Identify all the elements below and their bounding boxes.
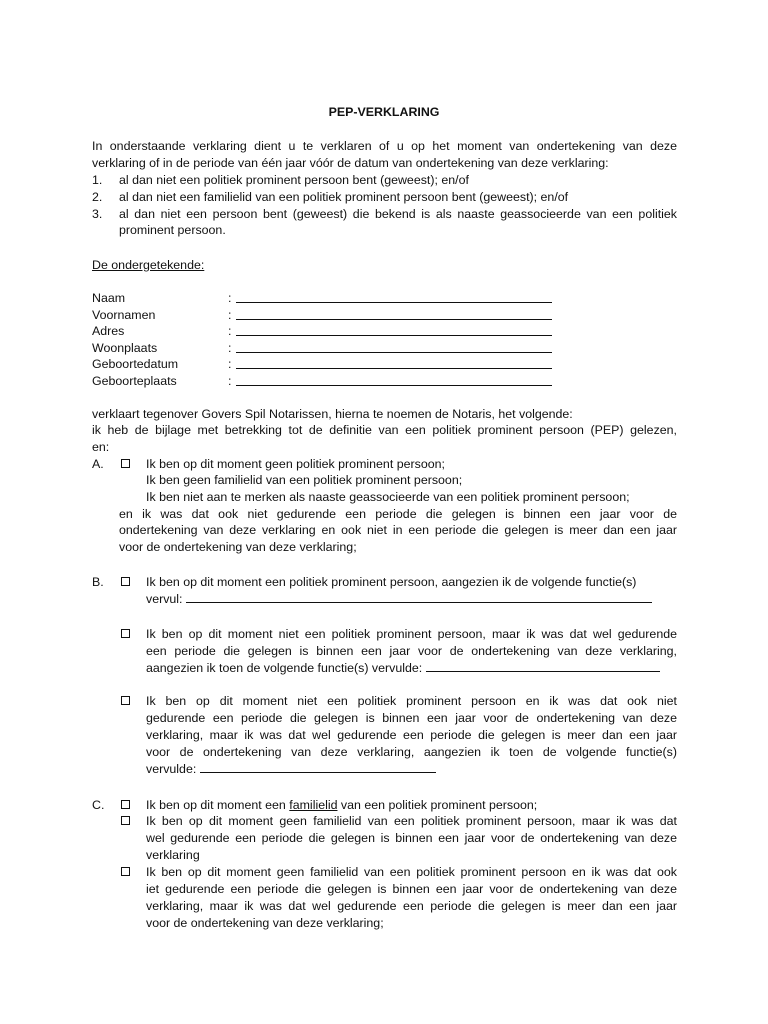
section-c2-line: Ik ben op dit moment geen familielid van een politiek prominent persoon, maar ik was dat bbox=[146, 814, 677, 828]
section-a-line: Ik ben niet aan te merken als naaste geassocieerde van een politiek prominent persoon; bbox=[146, 490, 630, 504]
section-b2-line: aangezien ik toen de volgende functie(s) vervulde: bbox=[146, 660, 660, 677]
declaration-line-1: verklaart tegenover Govers Spil Notarissen, hierna te noemen de Notaris, het volgende: bbox=[92, 407, 573, 421]
intro-item-number: 2. bbox=[92, 190, 103, 204]
section-c3-line: Ik ben op dit moment geen familielid van een politiek prominent persoon en ik was dat ook bbox=[146, 865, 677, 879]
field-colon: : bbox=[228, 324, 232, 338]
intro-item-text: al dan niet een persoon bent (geweest) die bekend is als naaste geassocieerde van een politiek bbox=[119, 207, 677, 221]
checkbox-b3[interactable] bbox=[121, 696, 130, 705]
field-colon: : bbox=[228, 291, 232, 305]
document-title: PEP-VERKLARING bbox=[328, 105, 440, 119]
intro-line-2: verklaring of in de periode van één jaar vóór de datum van ondertekening van deze verklaring: bbox=[92, 156, 609, 170]
residence-input-line[interactable] bbox=[236, 340, 552, 353]
section-c1-line: Ik ben op dit moment een familielid van een politiek prominent persoon; bbox=[146, 798, 538, 812]
checkbox-c2[interactable] bbox=[121, 816, 130, 825]
field-colon: : bbox=[228, 308, 232, 322]
section-b2-line: Ik ben op dit moment niet een politiek prominent persoon, maar ik was dat wel gedurende bbox=[146, 627, 677, 641]
declaration-line-3: en: bbox=[92, 440, 110, 454]
section-a-para: voor de ondertekening van deze verklaring; bbox=[119, 540, 357, 554]
field-label: Geboorteplaats bbox=[92, 374, 177, 388]
section-letter: B. bbox=[92, 575, 104, 589]
section-letter: C. bbox=[92, 798, 105, 812]
address-input-line[interactable] bbox=[236, 323, 552, 336]
birth-place-input-line[interactable] bbox=[236, 373, 552, 386]
section-letter: A. bbox=[92, 457, 104, 471]
checkbox-c3[interactable] bbox=[121, 867, 130, 876]
field-label: Adres bbox=[92, 324, 125, 338]
declaration-line-2: ik heb de bijlage met betrekking tot de definitie van een politiek prominent persoon (PEP) gelezen, bbox=[92, 423, 677, 437]
field-label: Woonplaats bbox=[92, 341, 158, 355]
field-label: Voornamen bbox=[92, 308, 156, 322]
field-label: Naam bbox=[92, 291, 126, 305]
intro-item-text: al dan niet een familielid van een politiek prominent persoon bent (geweest); en/of bbox=[119, 190, 569, 204]
intro-item-text: prominent persoon. bbox=[119, 223, 226, 237]
section-c3-line: iet gedurende een periode die gelegen is binnen een jaar voor de ondertekening van deze bbox=[146, 882, 677, 896]
field-colon: : bbox=[228, 357, 232, 371]
intro-item-text: al dan niet een politiek prominent persoon bent (geweest); en/of bbox=[119, 173, 469, 187]
section-b1-line: vervul: bbox=[146, 591, 652, 608]
first-names-input-line[interactable] bbox=[236, 307, 552, 320]
field-colon: : bbox=[228, 341, 232, 355]
section-b3-line: voor de ondertekening van deze verklaring, aangezien ik toen de volgende functie(s) bbox=[146, 745, 677, 759]
field-colon: : bbox=[228, 374, 232, 388]
function-input-line[interactable] bbox=[200, 761, 436, 773]
field-label: Geboortedatum bbox=[92, 357, 179, 371]
checkbox-b1[interactable] bbox=[121, 577, 130, 586]
section-a-para: en ik was dat ook niet gedurende een periode die gelegen is binnen een jaar voor de bbox=[119, 507, 677, 521]
intro-item-number: 3. bbox=[92, 207, 103, 221]
intro-item-number: 1. bbox=[92, 173, 103, 187]
section-b2-line: een periode die gelegen is binnen een jaar voor de ondertekening van deze verklaring, bbox=[146, 644, 677, 658]
section-b3-line: verklaring, maar ik was dat wel gedurende een periode die gelegen is meer dan een jaar bbox=[146, 728, 677, 742]
name-input-line[interactable] bbox=[236, 290, 552, 303]
section-a-line: Ik ben op dit moment geen politiek prominent persoon; bbox=[146, 457, 445, 471]
section-b1-line: Ik ben op dit moment een politiek prominent persoon, aangezien ik de volgende functie(s) bbox=[146, 575, 637, 589]
undersigned-heading: De ondergetekende: bbox=[92, 258, 205, 272]
section-a-para: ondertekening van deze verklaring en ook niet in een periode die gelegen is meer dan een jaar bbox=[119, 523, 677, 537]
intro-line-1: In onderstaande verklaring dient u te verklaren of u op het moment van ondertekening van deze bbox=[92, 139, 677, 153]
function-input-line[interactable] bbox=[186, 591, 652, 603]
checkbox-a[interactable] bbox=[121, 459, 130, 468]
section-b3-line: Ik ben op dit moment niet een politiek prominent persoon en ik was dat ook niet bbox=[146, 694, 677, 708]
section-a-line: Ik ben geen familielid van een politiek prominent persoon; bbox=[146, 473, 463, 487]
section-c2-line: verklaring bbox=[146, 848, 200, 862]
function-input-line[interactable] bbox=[426, 660, 660, 672]
section-b3-line: vervulde: bbox=[146, 761, 436, 778]
checkbox-b2[interactable] bbox=[121, 629, 130, 638]
section-b3-line: gedurende een periode die gelegen is binnen een jaar voor de ondertekening van deze bbox=[146, 711, 677, 725]
section-c3-line: verklaring, maar ik was dat wel gedurende een periode die gelegen is meer dan een jaar bbox=[146, 899, 677, 913]
checkbox-c1[interactable] bbox=[121, 800, 130, 809]
section-c3-line: voor de ondertekening van deze verklaring; bbox=[146, 916, 384, 930]
section-c2-line: wel gedurende een periode die gelegen is binnen een jaar voor de ondertekening van deze bbox=[146, 831, 677, 845]
birth-date-input-line[interactable] bbox=[236, 356, 552, 369]
